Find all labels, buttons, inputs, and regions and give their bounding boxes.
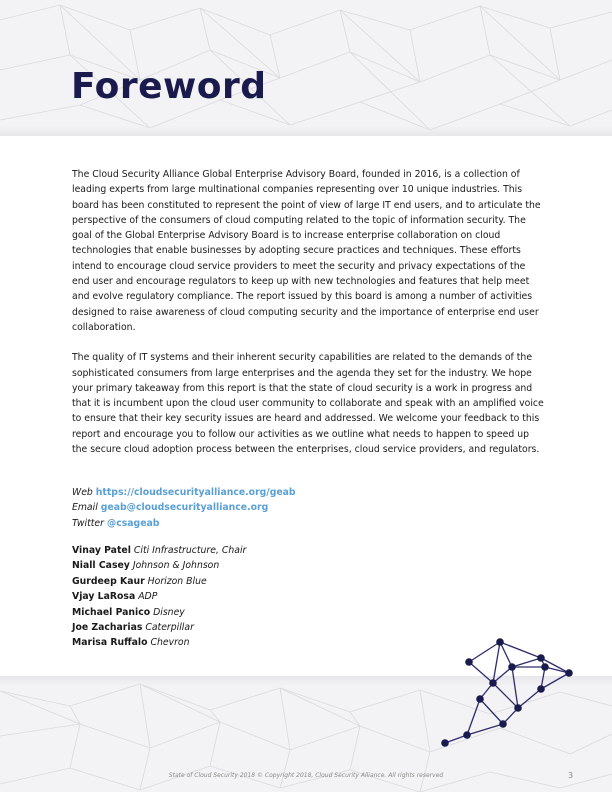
member-name: Vjay LaRosa [72, 591, 136, 603]
network-node [537, 654, 545, 662]
email-link[interactable]: geab@cloudsecurityalliance.org [100, 502, 269, 514]
network-node [541, 663, 549, 671]
twitter-label: Twitter [72, 517, 104, 529]
page-title: Foreword [71, 66, 267, 107]
copyright-notice: State of Cloud Security 2018 © Copyright 2018, Cloud Security Alliance. All rights reserved [168, 772, 444, 779]
network-node [476, 695, 484, 703]
member-role: Horizon Blue [147, 575, 207, 587]
member-row [72, 574, 246, 589]
contact-email [72, 500, 296, 515]
member-name: Gurdeep Kaur [72, 575, 145, 587]
member-name: Marisa Ruffalo [72, 637, 148, 649]
network-node [499, 720, 507, 728]
network-node [465, 658, 473, 666]
network-node [496, 638, 504, 646]
network-node [565, 669, 573, 677]
web-label: Web [72, 487, 93, 498]
network-node [537, 685, 545, 693]
member-name: Vinay Patel [72, 545, 131, 556]
network-node [514, 704, 522, 712]
paragraph-1: The Cloud Security Alliance Global Enterprise Advisory Board, founded in 2016, is a collection of leading experts from large multinational companies representing over 10 unique industries. This board has been constituted to represent the point of view of large IT end users, and to articulate the perspective of the consumers of cloud computing related to the topic of information security. The goal of the Global Enterprise Advisory Board is to increase enterprise collaboration on cloud technologies that enable businesses by adopting secure practices and techniques. These efforts intend to encourage cloud service providers to meet the security and privacy expectations of the end user and encourage regulators to keep up with new technologies and features that help meet and evolve regulatory compliance. The report issued by this board is among a number of activities designed to raise awareness of cloud computing security and the importance of enterprise end user collaboration. [72, 169, 541, 333]
member-role: Chevron [150, 637, 190, 649]
member-role: Caterpillar [145, 622, 194, 634]
member-role: Johnson & Johnson [132, 560, 220, 572]
member-row [72, 635, 246, 650]
member-role: ADP [138, 591, 158, 603]
contact-web [72, 485, 296, 500]
body-text [72, 167, 544, 472]
network-node [441, 739, 449, 747]
network-node [489, 679, 497, 687]
web-link[interactable]: https://cloudsecurityalliance.org/geab [95, 487, 296, 498]
board-members-list [72, 543, 246, 651]
member-name: Michael Panico [72, 606, 151, 618]
member-name: Joe Zacharias [72, 622, 143, 634]
member-role: Citi Infrastructure, Chair [133, 545, 247, 556]
email-label: Email [72, 502, 98, 514]
member-role: Disney [153, 606, 185, 618]
contact-twitter [72, 516, 296, 531]
member-name: Niall Casey [72, 560, 130, 572]
member-row [72, 620, 246, 635]
twitter-link[interactable]: @csageab [106, 517, 160, 529]
network-node [463, 731, 471, 739]
page-number: 3 [568, 771, 574, 780]
paragraph-2: The quality of IT systems and their inherent security capabilities are related to the demands of the sophisticated consumers from large enterprises and the agenda they set for the industry. We hope your primary takeaway from this report is that the state of cloud security is a work in progress and that it is incumbent upon the cloud user community to collaborate and speak with an amplified voice to ensure that their key security issues are heard and addressed. We welcome your feedback to this report and encourage you to follow our activities as we outline what needs to happen to speed up the secure cloud adoption process between the enterprises, cloud service providers, and regulators. [72, 352, 544, 456]
member-row [72, 605, 246, 620]
member-row [72, 558, 246, 573]
network-node [508, 663, 516, 671]
contact-block [72, 485, 296, 531]
member-row [72, 543, 246, 558]
member-row [72, 589, 246, 604]
